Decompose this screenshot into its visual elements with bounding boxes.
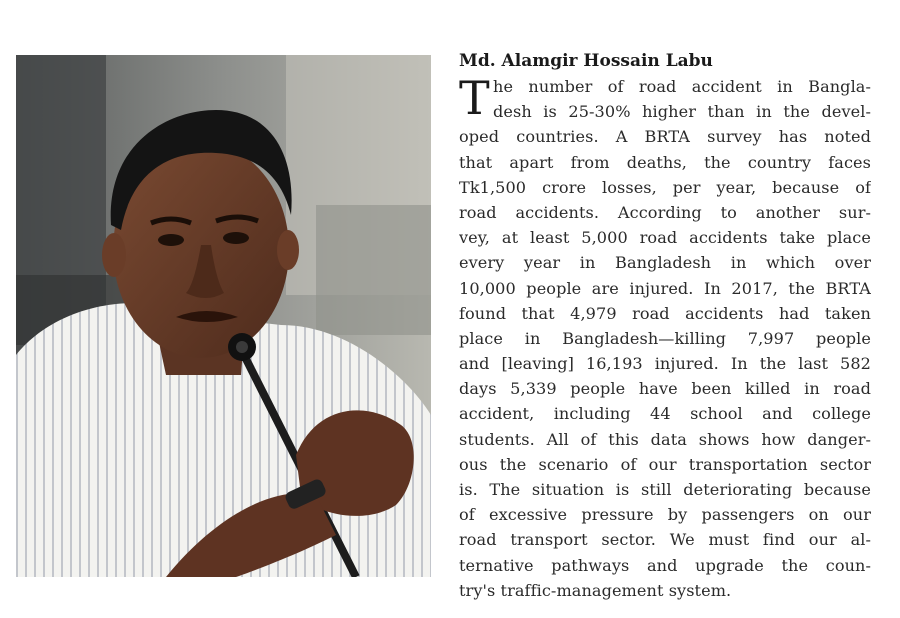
body-line: accident, including 44 school and college	[459, 404, 871, 424]
article-body	[459, 71, 871, 603]
body-line: that apart from deaths, the country faces	[459, 152, 871, 172]
body-line: every year in Bangladesh in which over	[459, 253, 871, 273]
portrait-photo	[16, 55, 431, 577]
speaker-photo-illustration	[16, 55, 431, 577]
body-line: desh is 25-30% higher than in the devel-	[493, 102, 871, 122]
body-line: ous the scenario of our transportation sector	[459, 454, 871, 474]
body-line: found that 4,979 road accidents had taken	[459, 303, 871, 323]
body-line: students. All of this data shows how danger-	[459, 429, 871, 449]
body-line: 10,000 people are injured. In 2017, the BRTA	[459, 278, 871, 298]
body-line: days 5,339 people have been killed in road	[459, 379, 871, 399]
body-line: Tk1,500 crore losses, per year, because of	[459, 177, 871, 197]
body-line: is. The situation is still deteriorating because	[459, 480, 871, 499]
body-line: place in Bangladesh—killing 7,997 people	[459, 328, 871, 348]
body-line: oped countries. A BRTA survey has noted	[459, 127, 871, 147]
body-line: he number of road accident in Bangla-	[493, 77, 871, 96]
body-line: road accidents. According to another sur-	[459, 202, 871, 222]
article	[459, 50, 871, 603]
body-line: of excessive pressure by passengers on our	[459, 505, 871, 525]
drop-cap: T	[459, 71, 490, 125]
byline: Md. Alamgir Hossain Labu	[459, 51, 713, 71]
body-line: vey, at least 5,000 road accidents take place	[459, 228, 871, 248]
body-line: ternative pathways and upgrade the coun-	[459, 555, 871, 575]
body-line: try's traffic-management system.	[459, 580, 732, 600]
body-line: and [leaving] 16,193 injured. In the last 582	[459, 354, 871, 374]
body-line: road transport sector. We must find our al-	[459, 530, 871, 550]
